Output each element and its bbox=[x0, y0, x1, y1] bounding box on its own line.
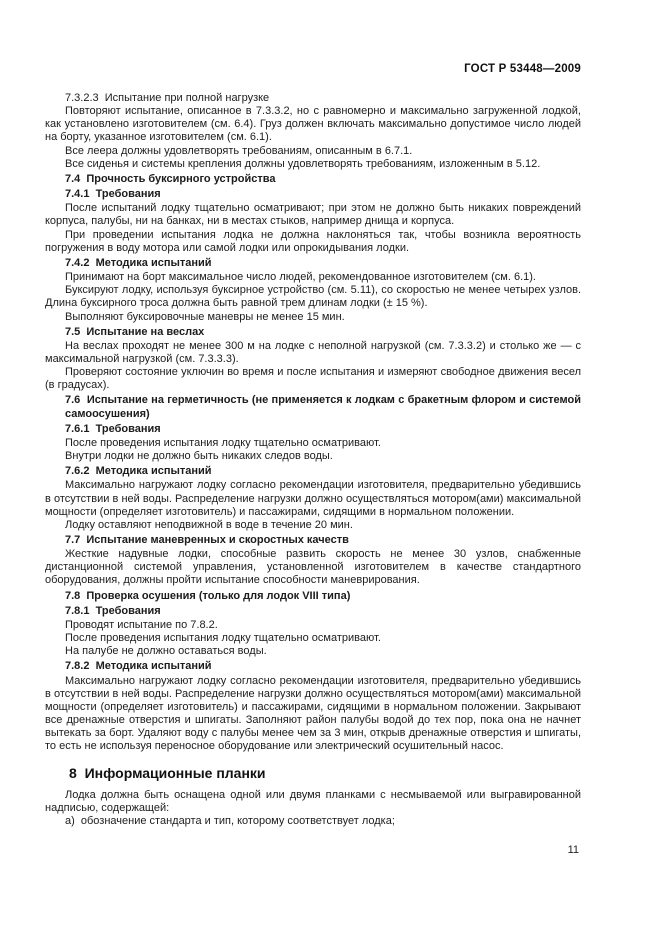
paragraph: Проводят испытание по 7.8.2. bbox=[65, 618, 218, 631]
running-header: ГОСТ Р 53448—2009 bbox=[464, 63, 581, 75]
paragraph: Принимают на борт максимальное число людей, рекомендованное изготовителем (см. 6.1). bbox=[65, 271, 536, 284]
section-heading: 7.4.2 Методика испытаний bbox=[65, 256, 212, 269]
section-heading: 7.6.2 Методика испытаний bbox=[65, 465, 212, 478]
document-body bbox=[45, 92, 585, 828]
page-number: 11 bbox=[567, 844, 579, 856]
section-heading: 7.6.1 Требования bbox=[65, 422, 161, 435]
chapter-heading: 8 Информационные планки bbox=[69, 764, 266, 781]
paragraph: Все сиденья и системы крепления должны удовлетворять требованиям, изложенным в 5.12. bbox=[65, 157, 541, 170]
paragraph: Максимально нагружают лодку согласно рекомендации изготовителя, предварительно убедившись в отсутствии в ней воды. Распределение нагрузки должно осуществляться мотором(ами) максимальной мощности (определяет изготовитель) и пассажирами, сидящими в нормальном положении. Закрывают все дренажные отверстия и шпигаты. Заполняют район палубы водой до тех пор, пока она не начнет вытекать за борт. Удаляют воду с палубы менее чем за 3 мин, открыв дренажные отверстия и шпигаты, то есть не используя переносное оборудование или электрический осушительный насос. bbox=[45, 674, 581, 753]
paragraph: При проведении испытания лодка не должна наклоняться так, чтобы возникла вероятность погружения в воду мотора или самой лодки или опрокидывания лодки. bbox=[45, 228, 581, 254]
paragraph: Проверяют состояние уключин во время и после испытания и измеряют свободное движения весел (в градусах). bbox=[45, 366, 581, 392]
clause-title: 7.3.2.3 Испытание при полной нагрузке bbox=[65, 92, 270, 104]
section-heading: 7.4.1 Требования bbox=[65, 188, 161, 201]
list-item: а) обозначение стандарта и тип, которому соответствует лодка; bbox=[65, 814, 395, 827]
paragraph: Лодку оставляют неподвижной в воде в течение 20 мин. bbox=[65, 518, 353, 531]
section-heading: 7.6 Испытание на герметичность (не применяется к лодкам с бракетным флором и системой самоосушения) bbox=[65, 394, 585, 420]
paragraph: После испытаний лодку тщательно осматривают; при этом не должно быть никаких повреждений корпуса, палубы, ни на банках, ни в местах стыков, например днища и корпуса. bbox=[45, 202, 581, 228]
paragraph: После проведения испытания лодку тщательно осматривают. bbox=[65, 632, 381, 645]
paragraph: Буксируют лодку, используя буксирное устройство (см. 5.11), со скоростью не менее четырех узлов. Длина буксирного троса должна быть равной трем длинам лодки (± 15 %). bbox=[45, 284, 581, 310]
paragraph: Выполняют буксировочные маневры не менее 15 мин. bbox=[65, 310, 345, 323]
paragraph: На палубе не должно оставаться воды. bbox=[65, 645, 267, 658]
paragraph: Внутри лодки не должно быть никаких следов воды. bbox=[65, 450, 333, 463]
paragraph: На веслах проходят не менее 300 м на лодке с неполной нагрузкой (см. 7.3.3.2) и столько же — с максимальной нагрузкой (см. 7.3.3.3). bbox=[45, 339, 581, 365]
section-heading: 7.8.1 Требования bbox=[65, 604, 161, 617]
paragraph: Лодка должна быть оснащена одной или двумя планками с несмываемой или выгравированной надписью, содержащей: bbox=[45, 788, 581, 814]
section-heading: 7.8 Проверка осушения (только для лодок VIII типа) bbox=[65, 589, 351, 602]
paragraph: Максимально нагружают лодку согласно рекомендации изготовителя, предварительно убедившись в отсутствии в ней воды. Распределение нагрузки должно осуществляться мотором(ами) максимальной мощности (определяет изготовитель) и пассажирами, сидящими в нормальном положении. bbox=[45, 479, 581, 518]
paragraph: Повторяют испытание, описанное в 7.3.3.2, но с равномерно и максимально загруженной лодкой, как установлено изготовителем (см. 6.4). Груз должен включать максимально допустимое число людей на борту, указанное изготовителем (см. 6.1). bbox=[45, 105, 581, 144]
section-heading: 7.5 Испытание на веслах bbox=[65, 325, 205, 338]
section-heading: 7.4 Прочность буксирного устройства bbox=[65, 172, 276, 185]
section-heading: 7.8.2 Методика испытаний bbox=[65, 660, 212, 673]
paragraph: Все леера должны удовлетворять требованиям, описанным в 6.7.1. bbox=[65, 144, 413, 157]
section-heading: 7.7 Испытание маневренных и скоростных качеств bbox=[65, 534, 349, 546]
paragraph: После проведения испытания лодку тщательно осматривают. bbox=[65, 436, 381, 449]
paragraph: Жесткие надувные лодки, способные развить скорость не менее 30 узлов, снабженные дистанционной системой управления, установленной изготовителем в качестве стандартного оборудования, должны пройти испытание способности маневрирования. bbox=[45, 548, 581, 587]
